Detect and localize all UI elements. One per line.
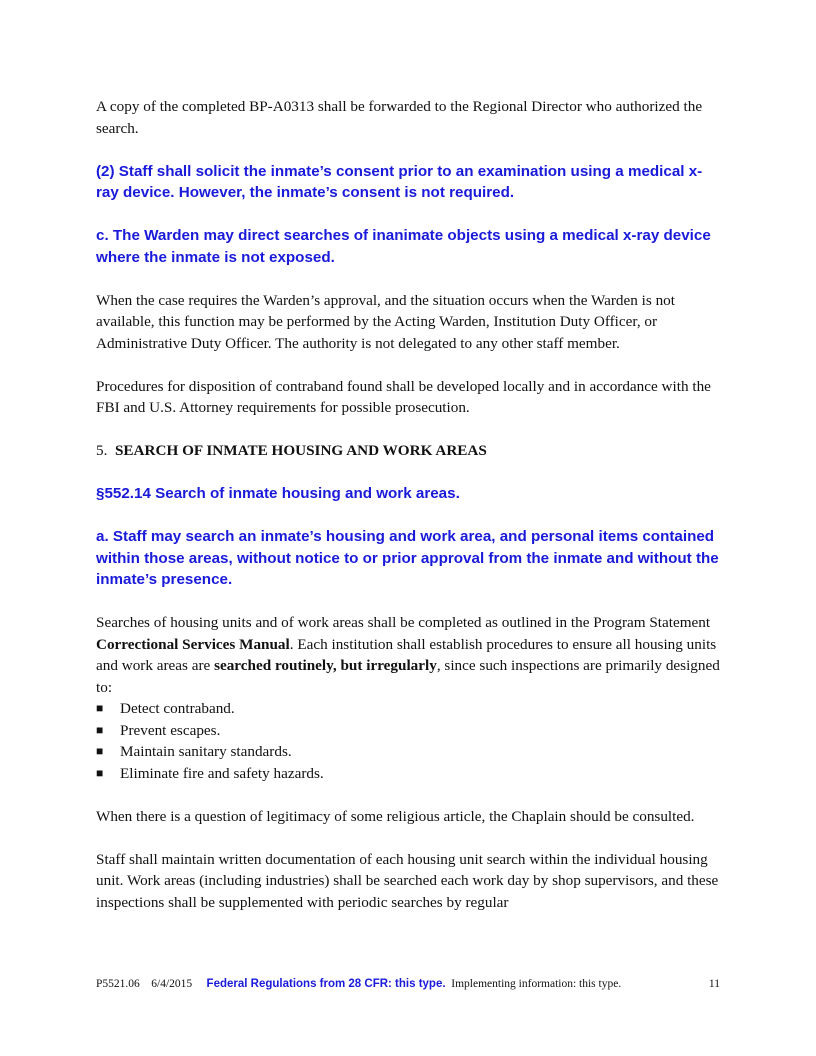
section-number: 5. [96, 442, 108, 459]
paragraph-text: Searches of housing units and of work areas shall be completed as outlined in the Program Statement [96, 614, 711, 631]
footer-doc-id: P5521.06 [96, 978, 140, 990]
footer-page-number: 11 [708, 978, 720, 990]
paragraph-searches-housing-units [96, 612, 720, 698]
bullet-square-icon: ■ [96, 744, 104, 758]
list-item-text: Maintain sanitary standards. [120, 743, 292, 760]
footer-legend-implementing: Implementing information: this type. [451, 978, 622, 990]
paragraph-copy-forwarded: A copy of the completed BP-A0313 shall be forwarded to the Regional Director who authorized the search. [96, 98, 703, 137]
list-item [96, 741, 720, 763]
paragraph-search-documentation: Staff shall maintain written documentation of each housing unit search within the individual housing unit. Work areas (including industries) shall be searched each work day by shop supervisors, and these inspections shall be supplemented with periodic searches by regular [96, 850, 719, 911]
paragraph-religious-article: When there is a question of legitimacy of some religious article, the Chaplain should be consulted. [96, 807, 695, 825]
list-item-text: Prevent escapes. [120, 721, 221, 739]
paragraph-contraband-disposition: Procedures for disposition of contraband found shall be developed locally and in accordance with the FBI and U.S. Attorney requirements for possible prosecution. [96, 377, 711, 416]
footer-legend-regulations: Federal Regulations from 28 CFR: this type. [206, 978, 446, 990]
bold-reference-title: Correctional Services Manual [96, 635, 290, 653]
inspection-purpose-list [96, 698, 720, 784]
document-body [96, 96, 720, 913]
page-footer [96, 978, 720, 990]
regulation-paragraph-search-housing: a. Staff may search an inmate’s housing and work area, and personal items contained within those areas, without notice to or prior approval from the inmate and without the inmate’s presence. [96, 528, 719, 588]
bullet-square-icon: ■ [96, 765, 104, 780]
paragraph-text: . Each institution shall establish procedures to ensure all housing units and work areas are [96, 635, 717, 674]
bullet-square-icon: ■ [96, 701, 104, 715]
list-item-text: Eliminate fire and safety hazards. [120, 764, 324, 782]
section-heading [96, 440, 720, 462]
regulation-paragraph-consent: (2) Staff shall solicit the inmate’s consent prior to an examination using a medical x-ray device. However, the inmate’s consent is not required. [96, 162, 703, 201]
list-item [96, 763, 720, 785]
list-item [96, 720, 720, 742]
bold-emphasis: searched routinely, but irregularly [214, 657, 437, 674]
bullet-square-icon: ■ [96, 722, 104, 737]
list-item [96, 698, 720, 720]
section-title: SEARCH OF INMATE HOUSING AND WORK AREAS [114, 442, 487, 459]
paragraph-text: , since such inspections are primarily designed to: [96, 657, 720, 696]
regulation-paragraph-inanimate-objects: c. The Warden may direct searches of inanimate objects using a medical x-ray device where the inmate is not exposed. [96, 227, 711, 266]
footer-date: 6/4/2015 [151, 978, 193, 990]
regulation-heading-552-14: §552.14 Search of inmate housing and work areas. [96, 485, 460, 502]
paragraph-warden-approval: When the case requires the Warden’s approval, and the situation occurs when the Warden is not available, this function may be performed by the Acting Warden, Institution Duty Officer, or Administrative Duty Officer. The authority is not delegated to any other staff member. [96, 291, 675, 352]
list-item-text: Detect contraband. [120, 700, 235, 717]
